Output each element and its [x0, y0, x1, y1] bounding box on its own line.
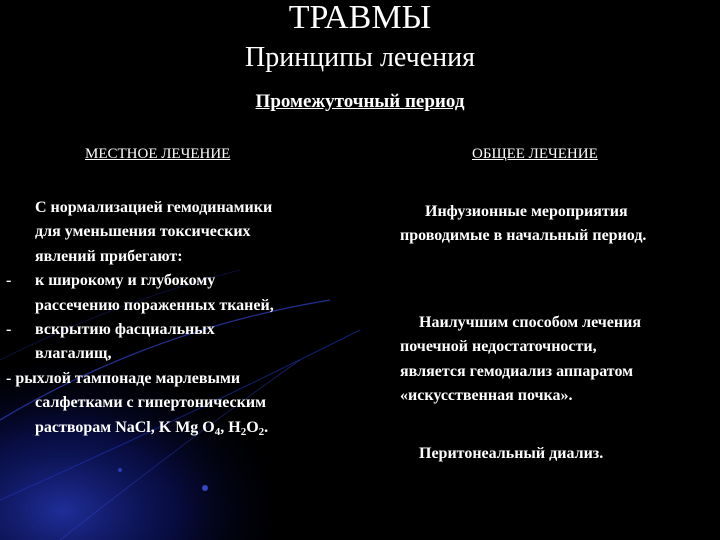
- dash-marker: -: [6, 272, 12, 290]
- dash-marker: -: [6, 369, 12, 387]
- text-line: «искусственная почка».: [400, 387, 573, 405]
- peritoneal-dialysis-block: [400, 442, 603, 466]
- formula-line: растворам NaCl, K Mg $O_4$, $H_2O_2$.: [35, 418, 269, 438]
- text-line: проводимые в начальный период.: [400, 227, 647, 245]
- list-item: - вскрытию фасциальных: [0, 318, 360, 342]
- text-line: Перитонеальный диализ.: [419, 445, 604, 462]
- text-line: Наилучшим способом лечения: [419, 314, 641, 331]
- text-line: салфетками с гипертоническим: [35, 394, 266, 412]
- local-treatment-text: [0, 196, 360, 440]
- list-item: - к широкому и глубокому: [0, 269, 360, 293]
- slide-title: ТРАВМЫ: [288, 0, 432, 36]
- dash-marker: -: [6, 321, 12, 339]
- period-heading: Промежуточный период: [255, 91, 465, 112]
- text-line: С нормализацией гемодинамики: [35, 199, 273, 216]
- text-line: рассечению пораженных тканей,: [35, 296, 274, 314]
- general-treatment-heading: ОБЩЕЕ ЛЕЧЕНИЕ: [472, 146, 598, 162]
- infusion-block: [400, 200, 646, 249]
- text-line: почечной недостаточности,: [400, 338, 597, 356]
- text-line: влагалищ,: [35, 345, 112, 363]
- text-line: явлений прибегают:: [35, 247, 183, 265]
- slide-subtitle: Принципы лечения: [244, 42, 475, 73]
- text-line: для уменьшения токсических: [35, 223, 251, 241]
- hemodialysis-block: [400, 311, 641, 409]
- text-line: является гемодиализ аппаратом: [400, 362, 634, 380]
- text-line: Инфузионные мероприятия: [425, 203, 628, 220]
- list-item: - рыхлой тампонаде марлевыми: [6, 369, 241, 387]
- local-treatment-heading: МЕСТНОЕ ЛЕЧЕНИЕ: [85, 146, 231, 162]
